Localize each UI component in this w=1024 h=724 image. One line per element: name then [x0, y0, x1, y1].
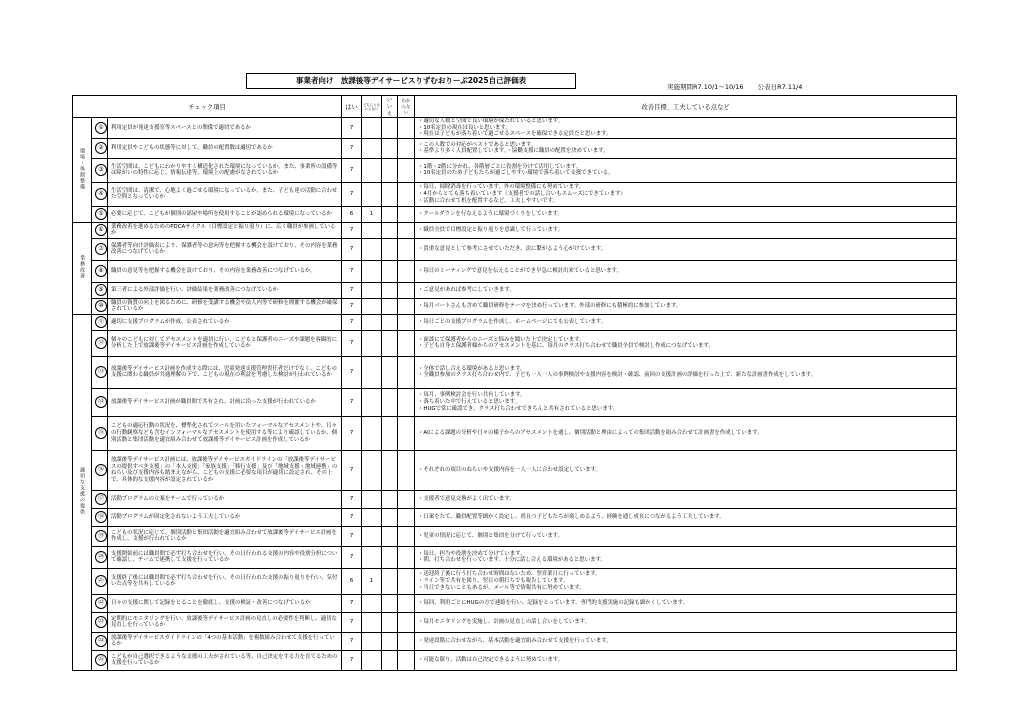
- unknown-count: [398, 568, 415, 594]
- table-row: [73, 260, 957, 282]
- item-number-cell: [92, 388, 108, 416]
- no-header: いいえ: [382, 96, 398, 118]
- no-count: [382, 356, 398, 388]
- no-count: [382, 416, 398, 450]
- table-row: [73, 238, 957, 260]
- improvement-text: ・貴重な意見として参考にさせていただき、次に繋がるよう心がけています。: [415, 238, 957, 260]
- improvement-text: ・面談にて保護者からのニーズと悩みを聞いた上で決定しています。 ・子ども自身と保護者様からのアセスメントを基に、毎月のクラス打ち合わせで職員全員で検討し作成につなげています。: [415, 330, 957, 356]
- neutral-count: [362, 222, 382, 238]
- yes-count: 7: [342, 526, 362, 546]
- neutral-count: 1: [362, 206, 382, 222]
- table-row: [73, 526, 957, 546]
- check-item-text: こどもの適応行動の状況を、標準化されてツールを用いたフォーマルなアセスメントや、日々の行動観察なども含むインフォーマルなアセスメントを使用する等により確認しているか、個別活動と集団活動を適宜組み合わせて放課後等デイサービス計画を作成しているか: [108, 416, 342, 450]
- item-number-cell: [92, 330, 108, 356]
- improvement-text: ・支援者で意見交換がよく出ています。: [415, 490, 957, 508]
- item-number: ⑮: [95, 427, 107, 439]
- table-row: [73, 450, 957, 490]
- item-number: ⑯: [95, 464, 107, 476]
- yes-count: 7: [342, 298, 362, 314]
- item-number-cell: [92, 260, 108, 282]
- neutral-count: [362, 182, 382, 206]
- item-number: ⑨: [95, 284, 107, 296]
- publication-date: 公表日R7.11/4: [757, 83, 803, 91]
- unknown-count: [398, 416, 415, 450]
- unknown-count: [398, 330, 415, 356]
- neutral-count: [362, 650, 382, 670]
- yes-count: 7: [342, 388, 362, 416]
- check-item-text: 支援開始前には職員間で必ず打ち合わせを行い、その日行われる支援の内容や役割分担について確認し、チームで連携して支援を行っているか: [108, 546, 342, 568]
- no-count: [382, 546, 398, 568]
- yes-count: 7: [342, 158, 362, 182]
- item-number: ⑭: [95, 396, 107, 408]
- neutral-count: [362, 138, 382, 158]
- category-cell: [73, 314, 92, 670]
- category-label: 環境・体制整備: [79, 147, 85, 190]
- item-number: ㉓: [95, 616, 107, 628]
- check-item-text: 職員の資質の向上を図るために、研修を受講する機会や法人内等で研修を開催する機会が確保されているか: [108, 298, 342, 314]
- no-count: [382, 330, 398, 356]
- neutral-count: [362, 388, 382, 416]
- yes-count: 7: [342, 356, 362, 388]
- unknown-count: [398, 158, 415, 182]
- no-count: [382, 222, 398, 238]
- item-number: ㉒: [95, 597, 107, 609]
- check-item-text: 必要に応じて、こどもが個別の部屋や場所を使用することが認められる環境になっているか: [108, 206, 342, 222]
- table-row: [73, 568, 957, 594]
- item-number-cell: [92, 158, 108, 182]
- check-item-text: 活動プログラムの立案をチームで行っているか: [108, 490, 342, 508]
- item-number: ⑳: [95, 551, 107, 563]
- neutral-count: [362, 416, 382, 450]
- item-number-cell: [92, 508, 108, 526]
- yes-count: 7: [342, 138, 362, 158]
- document-title: 事業者向け 放課後等デイサービスりずむおりーぶ2025自己評価表: [246, 73, 576, 89]
- check-item-text: 適切に支援プログラムが作成、公表されているか: [108, 314, 342, 330]
- item-number: ⑦: [95, 243, 107, 255]
- item-number-cell: [92, 568, 108, 594]
- unknown-count: [398, 388, 415, 416]
- table-row: [73, 416, 957, 450]
- item-number-cell: [92, 356, 108, 388]
- unknown-count: [398, 206, 415, 222]
- check-item-text: 放課後等デイサービス計画を作成する際には、児童発達支援管理責任者だけでなく、こどもの支援に関わる職員が共通理解の下で、こどもの現在の利益を考慮した検討が行われているか: [108, 356, 342, 388]
- table-row: [73, 138, 957, 158]
- check-item-text: 生活空間は、こどもにわかりやすく構造化された環境になっているか。また、事業所の設備等は障がいの特性に応じ、情報伝達等、環境上の配慮がなされているか: [108, 158, 342, 182]
- neutral-header: どちらともいえない: [362, 96, 382, 118]
- improvement-text: ・可能な限り、活動は自己決定できるように努めています。: [415, 650, 957, 670]
- check-item-text: こどもの状況に応じて、個別活動と集団活動を適宜組み合わせて放課後等デイサービス計画を作成し、支援が行われているか: [108, 526, 342, 546]
- neutral-count: [362, 298, 382, 314]
- unknown-count: [398, 632, 415, 650]
- unknown-count: [398, 546, 415, 568]
- table-row: [73, 314, 957, 330]
- table-row: [73, 158, 957, 182]
- yes-count: 7: [342, 416, 362, 450]
- check-item-text: 放課後等デイサービス計画には、放課後等デイサービスガイドラインの「放課後等デイサービスの提供すべき支援」の「本人支援」「家族支援」「移行支援」及び「地域支援・地域連携」のねらい及び支援内容も踏まえながら、こどもの支援に必要な項目が適切に設定され、その上で、具体的な支援内容が設定されているか: [108, 450, 342, 490]
- table-row: [73, 388, 957, 416]
- no-count: [382, 298, 398, 314]
- yes-count: 7: [342, 238, 362, 260]
- no-count: [382, 314, 398, 330]
- table-body: [73, 118, 957, 671]
- no-count: [382, 508, 398, 526]
- table-row: [73, 330, 957, 356]
- unknown-count: [398, 612, 415, 632]
- check-item-text: 個々のこどもに対してアセスメントを適切に行い、こどもと保護者のニーズや課題を客観的に分析した上で放課後等デイサービス計画を作成しているか: [108, 330, 342, 356]
- improvement-text: ・毎日、担当や役割を決めて分けています。 ・朝、打ち合わせを行っています。十分に話し合える環境があると思います。: [415, 546, 957, 568]
- check-item-text: 活動プログラムが固定化されないよう工夫しているか: [108, 508, 342, 526]
- improvement-text: ・1階・2階に分かれ、各階層ごとに役割を分けて活用しています。 ・10名定員のため子どもたちが過ごしやすい環境で落ち着いて支援できている。: [415, 158, 957, 182]
- improvement-text: ・毎日ごとの支援プログラムを作成し、ホームページにても公表しています。: [415, 314, 957, 330]
- no-count: [382, 568, 398, 594]
- yes-header: はい: [342, 96, 362, 118]
- neutral-count: [362, 158, 382, 182]
- unknown-count: [398, 356, 415, 388]
- item-number-cell: [92, 282, 108, 298]
- category-label: 業務改善: [79, 255, 85, 280]
- yes-count: 7: [342, 508, 362, 526]
- improvement-text: ・全体で話し合える環境があると思います。 ・全職員参加のクラス打ち合わせ内で、子ども一人一人の事例検討や支援内容を検討・確認、前回の支援計画の評価を行った上で、新たな計画書作成をしています。: [415, 356, 957, 388]
- neutral-count: [362, 118, 382, 139]
- table-row: [73, 282, 957, 298]
- check-item-text: 利用定員やこどもの状態等に対して、職員の配置数は適切であるか: [108, 138, 342, 158]
- improvement-text: ・適切な人数と空間で良い環境が保たれていると思います。 ・10名定員の現在は良いと思います。 ・現在は子どもが落ち着いて過ごせるスペースを確保できる定員だと思います。: [415, 118, 957, 139]
- item-number: ⑫: [95, 337, 107, 349]
- improvement-text: ・毎月モニタリングを実施し、計画の見直しの話し合いをしています。: [415, 612, 957, 632]
- no-count: [382, 632, 398, 650]
- table-row: [73, 298, 957, 314]
- item-number: ⑪: [95, 316, 107, 328]
- yes-count: 7: [342, 546, 362, 568]
- unknown-count: [398, 138, 415, 158]
- improvement-text: ・この人数での対応がベストであると思います。 ・基準より多く人員配置しています。・協働支援に職員の配置を決めています。: [415, 138, 957, 158]
- item-number-cell: [92, 206, 108, 222]
- improvement-text: ・毎回、利用ごとにHUGの方で連絡を行い、記録をとっています。専門的支援実施の記録も細かくしています。: [415, 594, 957, 612]
- item-number-cell: [92, 546, 108, 568]
- yes-count: 7: [342, 612, 362, 632]
- check-item-text: 第三者による外部評価を行い、評価結果を業務改善につなげているか: [108, 282, 342, 298]
- no-count: [382, 490, 398, 508]
- unknown-count: [398, 650, 415, 670]
- yes-count: 7: [342, 450, 362, 490]
- check-item-text: こどもが自己選択できるような支援の工夫がされている等、自己決定をする力を育てるための支援を行っているか: [108, 650, 342, 670]
- item-number: ⑲: [95, 530, 107, 542]
- item-number: ④: [95, 188, 107, 200]
- check-item-header: チェック項目: [73, 96, 342, 118]
- improvement-text: ・それぞれの項目のねらいや支援内容を一人一人に合わせ設定しています。: [415, 450, 957, 490]
- improvement-text: ・ご意見があれば参考にしていきます。: [415, 282, 957, 298]
- item-number: ㉑: [95, 575, 107, 587]
- improvement-text: ・毎月、事例検討会を行い共有しています。 ・落ち着いた中で行えていると思います。 ・HUGで常に確認でき、クラス打ち合わせできちんと共有されていると思います。: [415, 388, 957, 416]
- yes-count: 7: [342, 330, 362, 356]
- check-item-text: 保護者等向け評価表により、保護者等の意向等を把握する機会を設けており、その内容を業務改善につなげているか: [108, 238, 342, 260]
- improvement-text: ・毎月パートさんも含めて職員研修をテーマを決め行っています。外部の研修にも積極的に参加しています。: [415, 298, 957, 314]
- unknown-count: [398, 118, 415, 139]
- yes-count: 7: [342, 490, 362, 508]
- item-number-cell: [92, 612, 108, 632]
- improvement-header: 改善目標、工夫している点など: [415, 96, 957, 118]
- unknown-count: [398, 238, 415, 260]
- neutral-count: [362, 612, 382, 632]
- unknown-count: [398, 222, 415, 238]
- item-number-cell: [92, 222, 108, 238]
- no-count: [382, 182, 398, 206]
- improvement-text: ・クールダウンを行なえるように環境づくりをしています。: [415, 206, 957, 222]
- yes-count: 6: [342, 206, 362, 222]
- item-number-cell: [92, 526, 108, 546]
- table-row: [73, 632, 957, 650]
- unknown-count: [398, 526, 415, 546]
- improvement-text: ・職員全員で目標設定と振り返りを意識して行っています。: [415, 222, 957, 238]
- improvement-text: ・発達段階に合わせながら、基本活動を適宜組み合わせて支援を行っています。: [415, 632, 957, 650]
- item-number-cell: [92, 650, 108, 670]
- item-number: ⑬: [95, 366, 107, 378]
- check-item-text: 支援終了後には職員間で必ず打ち合わせを行い、その日行われた支援の振り返りを行い、気付いた点等を共有しているか: [108, 568, 342, 594]
- table-row: [73, 594, 957, 612]
- no-count: [382, 594, 398, 612]
- table-header-row: [73, 96, 957, 118]
- unknown-count: [398, 260, 415, 282]
- item-number-cell: [92, 416, 108, 450]
- self-evaluation-table: [72, 95, 957, 671]
- item-number-cell: [92, 298, 108, 314]
- check-item-text: 業務改善を進めるためのPDCAサイクル（目標設定と振り返り）に、広く職員が参画しているか: [108, 222, 342, 238]
- no-count: [382, 388, 398, 416]
- neutral-count: [362, 508, 382, 526]
- neutral-count: [362, 526, 382, 546]
- check-item-text: 放課後等デイサービスガイドラインの「4つの基本活動」を複数組み合わせて支援を行っているか: [108, 632, 342, 650]
- item-number: ③: [95, 164, 107, 176]
- unknown-count: [398, 282, 415, 298]
- neutral-count: [362, 450, 382, 490]
- item-number-cell: [92, 138, 108, 158]
- yes-count: 7: [342, 222, 362, 238]
- item-number-cell: [92, 314, 108, 330]
- neutral-count: [362, 330, 382, 356]
- item-number: ⑱: [95, 511, 107, 523]
- yes-count: 7: [342, 632, 362, 650]
- unknown-header: わからない: [398, 96, 415, 118]
- table-row: [73, 650, 957, 670]
- improvement-text: ・送迎終了後に行う打ち合わせ時間はないため、翌営業日に行っています。 ・ライン等で共有を図り、翌日の朝打ちでも報告しています。 ・当日できないこともあるが、メール等で情報共有に努めています。: [415, 568, 957, 594]
- item-number-cell: [92, 118, 108, 139]
- item-number: ⑩: [95, 300, 107, 312]
- neutral-count: [362, 238, 382, 260]
- table-row: [73, 118, 957, 139]
- neutral-count: [362, 546, 382, 568]
- yes-count: 7: [342, 182, 362, 206]
- item-number-cell: [92, 450, 108, 490]
- improvement-text: ・毎日、掃除消毒を行っています。外の環境整備にも努めています。 ・4月からとても落ち着いています（支援者での話し合いもスムーズにできています） ・活動に合わせて机を配置するなど、工夫しやすいです。: [415, 182, 957, 206]
- improvement-text: ・日案をたて、職員配置等細かく設定し、尚且つ子どもたちが楽しめるよう、経験を通し成長につながるよう工夫しています。: [415, 508, 957, 526]
- yes-count: 7: [342, 650, 362, 670]
- table-row: [73, 546, 957, 568]
- item-number: ㉔: [95, 635, 107, 647]
- unknown-count: [398, 508, 415, 526]
- category-label: 適切な支援の提供: [79, 467, 85, 516]
- neutral-count: [362, 356, 382, 388]
- item-number: ⑥: [95, 224, 107, 236]
- unknown-count: [398, 314, 415, 330]
- no-count: [382, 450, 398, 490]
- neutral-count: [362, 282, 382, 298]
- item-number: ㉕: [95, 654, 107, 666]
- yes-count: 7: [342, 594, 362, 612]
- check-item-text: 日々の支援に関して記録をとることを徹底し、支援の検証・改善につなげているか: [108, 594, 342, 612]
- evaluation-period: [667, 82, 802, 91]
- yes-count: 7: [342, 118, 362, 139]
- improvement-text: ・児童の情況に応じて、個別と集団を分けて行っています。: [415, 526, 957, 546]
- no-count: [382, 158, 398, 182]
- item-number-cell: [92, 632, 108, 650]
- improvement-text: ・AIによる課題の分析や日々の様子からのアセスメントを通し、個別活動と理由によっての集団活動を組み合わせて計画書を作成しています。: [415, 416, 957, 450]
- no-count: [382, 650, 398, 670]
- unknown-count: [398, 450, 415, 490]
- item-number: ②: [95, 142, 107, 154]
- table-row: [73, 222, 957, 238]
- unknown-count: [398, 490, 415, 508]
- unknown-count: [398, 594, 415, 612]
- item-number: ⑧: [95, 265, 107, 277]
- item-number-cell: [92, 490, 108, 508]
- table-row: [73, 508, 957, 526]
- category-cell: [73, 222, 92, 314]
- check-item-text: 生活空間は、清潔で、心地よく過ごせる環境になっているか。また、子ども達の活動に合わせた空間となっているか: [108, 182, 342, 206]
- implementation-period: 実施期間R7.10/1〜10/16: [667, 83, 744, 91]
- neutral-count: [362, 490, 382, 508]
- yes-count: 7: [342, 314, 362, 330]
- category-cell: [73, 118, 92, 223]
- check-item-text: 定期的にモニタリングを行い、放課後等デイサービス計画の見直しの必要性を判断し、適切な見直しを行っているか: [108, 612, 342, 632]
- item-number-cell: [92, 594, 108, 612]
- neutral-count: [362, 260, 382, 282]
- no-count: [382, 206, 398, 222]
- table-row: [73, 490, 957, 508]
- table-row: [73, 612, 957, 632]
- improvement-text: ・毎日のミーティングで意見を伝えることができ早急に検討出来ていると思います。: [415, 260, 957, 282]
- check-item-text: 利用定員が発達支援室等スペースとの関係で適切であるか: [108, 118, 342, 139]
- no-count: [382, 138, 398, 158]
- unknown-count: [398, 182, 415, 206]
- unknown-count: [398, 298, 415, 314]
- item-number: ⑰: [95, 493, 107, 505]
- yes-count: 7: [342, 282, 362, 298]
- table-row: [73, 182, 957, 206]
- neutral-count: [362, 314, 382, 330]
- neutral-count: [362, 632, 382, 650]
- item-number-cell: [92, 182, 108, 206]
- no-count: [382, 282, 398, 298]
- neutral-count: [362, 594, 382, 612]
- item-number: ①: [95, 122, 107, 134]
- table-row: [73, 206, 957, 222]
- no-count: [382, 612, 398, 632]
- table-row: [73, 356, 957, 388]
- yes-count: 6: [342, 568, 362, 594]
- check-item-text: 放課後等デイサービス計画が職員間で共有され、計画に沿った支援が行われているか: [108, 388, 342, 416]
- neutral-count: 1: [362, 568, 382, 594]
- no-count: [382, 238, 398, 260]
- no-count: [382, 118, 398, 139]
- item-number-cell: [92, 238, 108, 260]
- no-count: [382, 526, 398, 546]
- no-count: [382, 260, 398, 282]
- item-number: ⑤: [95, 208, 107, 220]
- yes-count: 7: [342, 260, 362, 282]
- check-item-text: 職員の意見等を把握する機会を設けており、その内容を業務改善につなげているか。: [108, 260, 342, 282]
